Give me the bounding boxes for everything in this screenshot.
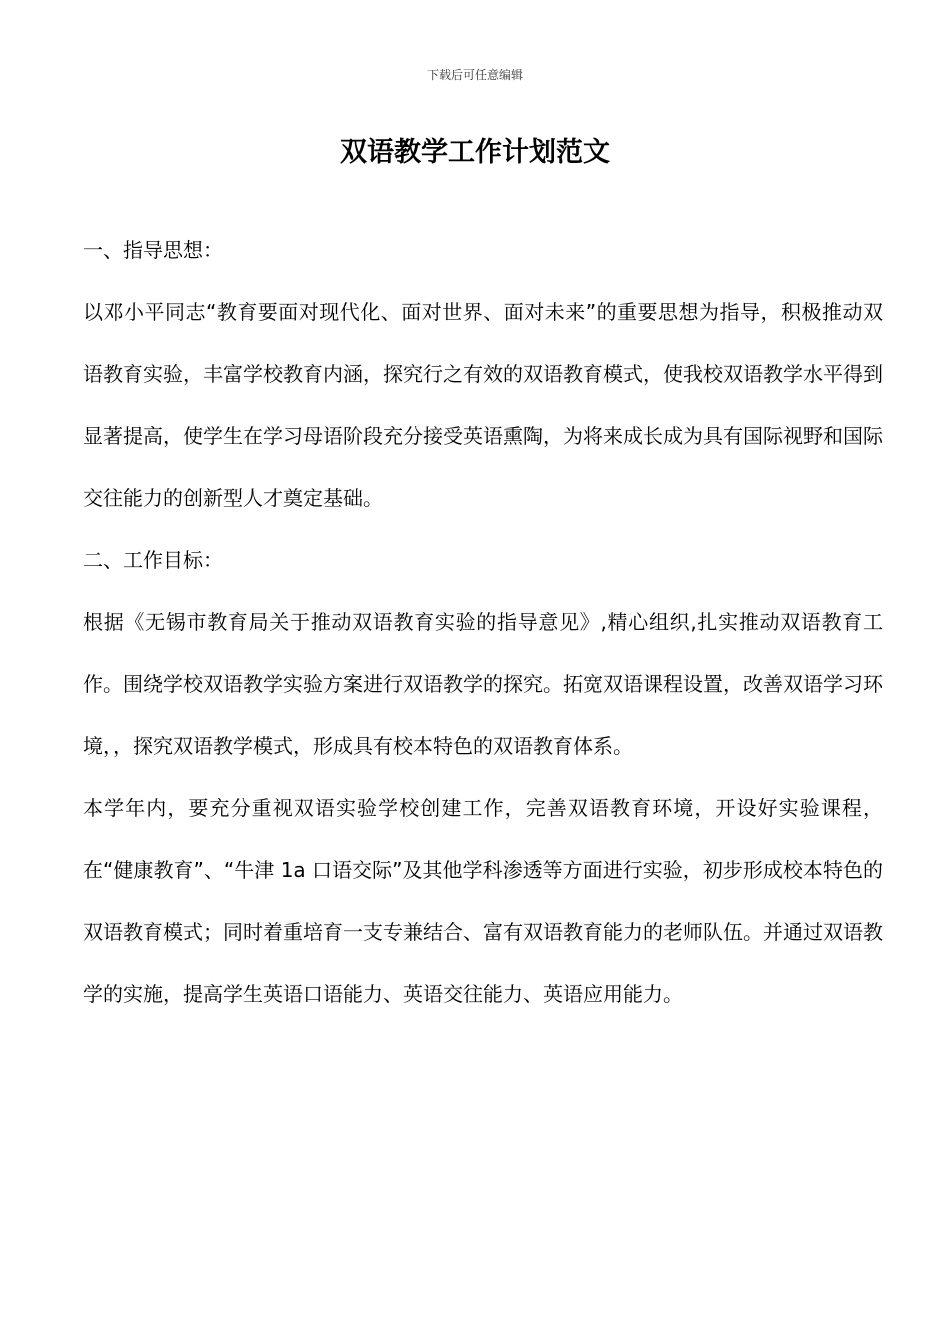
section-heading-work-goals: 二、工作目标： (83, 548, 223, 572)
paragraph-work-goals-2: 本学年内，要充分重视双语实验学校创建工作，完善双语教育环境，开设好实验课程，在“健康教育”、“牛津 1a 口语交际”及其他学科渗透等方面进行实验，初步形成校本特色的双语教育模式；同时着重培育一支专兼结合、富有双语教育能力的老师队伍。并通过双语教学的实施，提高学生英语口语能力、英语交往能力、英语应用能力。 (83, 796, 883, 1006)
section-heading-guiding-thought: 一、指导思想： (83, 238, 223, 262)
document-body (83, 219, 883, 1025)
document-title: 双语教学工作计划范文 (340, 137, 610, 168)
header-note: 下载后可任意编辑 (426, 68, 523, 82)
paragraph-work-goals-1: 根据《无锡市教育局关于推动双语教育实验的指导意见》,精心组织,扎实推动双语教育工作。围绕学校双语教学实验方案进行双语教学的探究。拓宽双语课程设置，改善双语学习环境，，探究双语教学模式，形成具有校本特色的双语教育体系。 (83, 610, 883, 758)
paragraph-guiding-thought: 以邓小平同志“教育要面对现代化、面对世界、面对未来”的重要思想为指导，积极推动双语教育实验，丰富学校教育内涵，探究行之有效的双语教育模式，使我校双语教学水平得到显著提高，使学生在学习母语阶段充分接受英语熏陶，为将来成长成为具有国际视野和国际交往能力的创新型人才奠定基础。 (83, 300, 883, 510)
